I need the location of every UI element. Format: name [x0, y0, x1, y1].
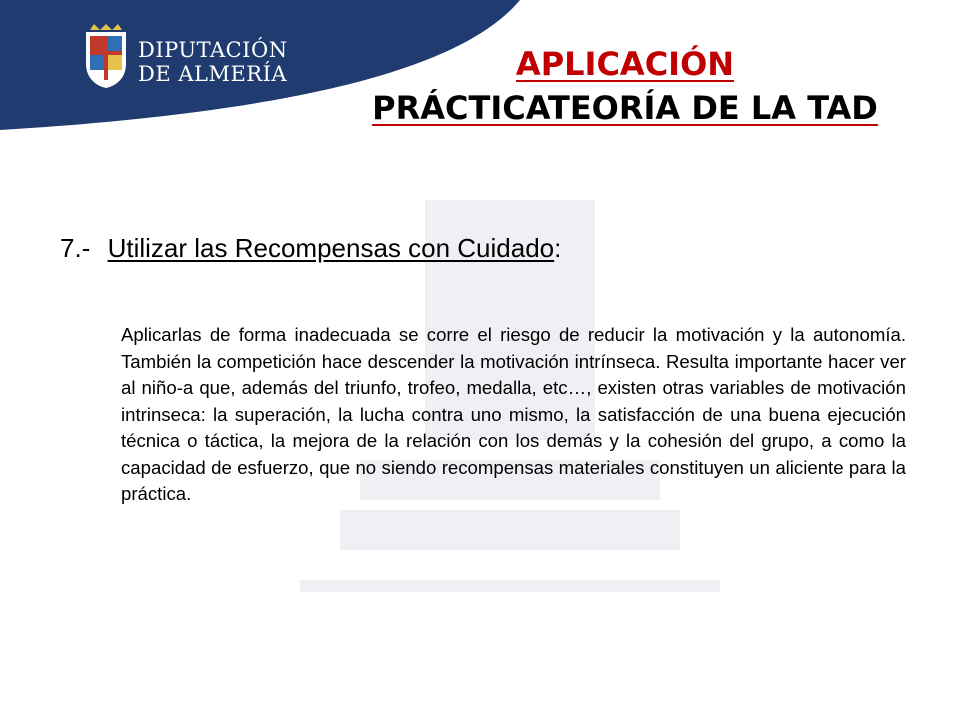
section-heading-suffix: : — [554, 233, 562, 263]
section-heading-text: Utilizar las Recompensas con Cuidado — [107, 233, 555, 263]
slide-title — [300, 42, 950, 130]
org-name-line2: DE ALMERÍA — [138, 62, 288, 86]
section-heading — [60, 233, 561, 264]
title-line2: PRÁCTICATEORÍA DE LA TAD — [372, 89, 878, 127]
body-paragraph: Aplicarlas de forma inadecuada se corre el riesgo de reducir la motivación y la autonomía. También la competición hace descender la motivación intrínseca. Resulta importante hacer ver al niño-a que, además del triunfo, trofeo, medalla, etc…, existen otras variables de motivación intrinseca: la superación, la lucha contra uno mismo, la satisfacción de una buena ejecución técnica o táctica, la mejora de la relación con los demás y la cohesión del grupo, a como la capacidad de esfuerzo, que no siendo recompensas materiales constituyen un aliciente para la práctica. — [121, 324, 906, 504]
title-line1: APLICACIÓN — [515, 45, 735, 83]
org-name-line1: DIPUTACIÓN — [138, 38, 288, 62]
section-number: 7.- — [60, 233, 91, 263]
coat-of-arms-icon — [82, 24, 130, 88]
